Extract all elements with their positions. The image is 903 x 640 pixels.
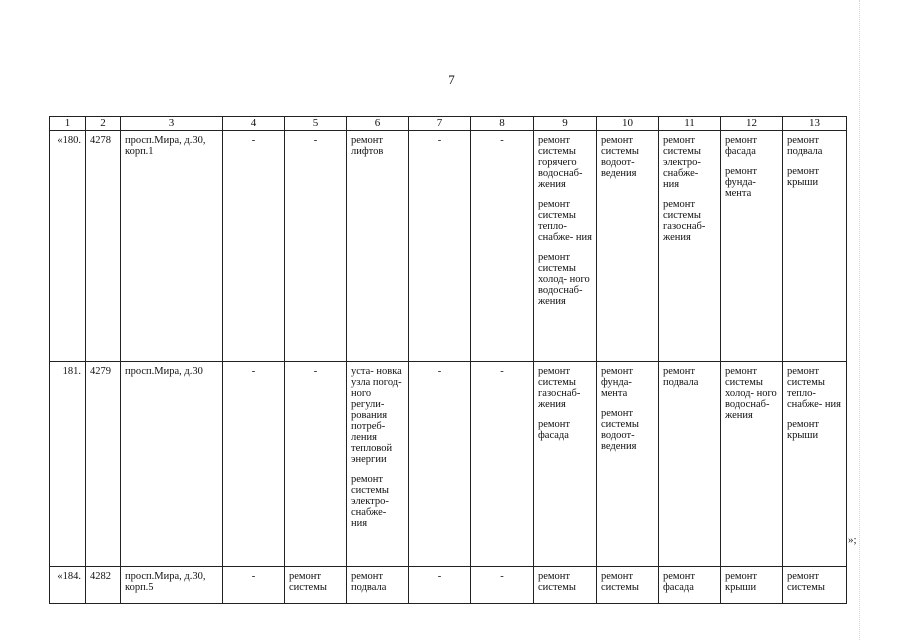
- work-item: ремонт системы водоот- ведения: [601, 408, 639, 452]
- row-number: «180.: [50, 131, 86, 362]
- work-item: ремонт системы водоот- ведения: [601, 135, 639, 179]
- work-item: ремонт системы электро- снабже- ния: [663, 135, 701, 190]
- work-cell: [659, 131, 721, 362]
- work-cell: [659, 567, 721, 604]
- header-row: [50, 117, 847, 131]
- row-number: 181.: [50, 362, 86, 567]
- work-cell: [534, 131, 597, 362]
- building-code: 4278: [86, 131, 121, 362]
- work-item: ремонт фасада: [725, 135, 758, 157]
- work-cell: [783, 362, 847, 567]
- column-header: 6: [347, 117, 409, 131]
- column-header: 13: [783, 117, 847, 131]
- column-header: 4: [223, 117, 285, 131]
- address: просп.Мира, д.30: [121, 362, 223, 567]
- work-item: ремонт крыши: [787, 166, 820, 188]
- work-item: ремонт фасада: [538, 419, 571, 441]
- column-header: 8: [471, 117, 534, 131]
- work-item: уста- новка узла погод- ного регули- рования потреб- ления тепловой энергии: [351, 366, 402, 465]
- empty-cell: -: [223, 362, 285, 567]
- empty-cell: -: [471, 131, 534, 362]
- column-header: 2: [86, 117, 121, 131]
- work-cell: [347, 131, 409, 362]
- work-item: ремонт системы тепло- снабже- ния: [787, 366, 841, 410]
- work-cell: [597, 131, 659, 362]
- work-item: ремонт системы газоснаб- жения: [538, 366, 581, 410]
- column-header: 11: [659, 117, 721, 131]
- work-item: ремонт подвала: [787, 135, 823, 157]
- empty-cell: -: [223, 131, 285, 362]
- address: просп.Мира, д.30, корп.5: [121, 567, 223, 604]
- empty-cell: -: [285, 362, 347, 567]
- empty-cell: -: [285, 131, 347, 362]
- work-item: ремонт лифтов: [351, 135, 384, 157]
- empty-cell: -: [409, 131, 471, 362]
- column-header: 9: [534, 117, 597, 131]
- work-cell: [347, 567, 409, 604]
- work-item: ремонт системы: [538, 571, 576, 593]
- work-item: ремонт крыши: [787, 419, 820, 441]
- work-cell: [783, 567, 847, 604]
- column-header: 12: [721, 117, 783, 131]
- table-row: [50, 362, 847, 567]
- work-cell: [721, 362, 783, 567]
- work-cell: [534, 567, 597, 604]
- empty-cell: -: [471, 362, 534, 567]
- work-item: ремонт фунда- мента: [725, 166, 758, 199]
- work-cell: [721, 567, 783, 604]
- work-item: ремонт системы холод- ного водоснаб- жения: [725, 366, 777, 421]
- building-code: 4279: [86, 362, 121, 567]
- work-cell: [597, 567, 659, 604]
- work-item: ремонт системы: [787, 571, 825, 593]
- scan-edge-mark: [859, 0, 861, 640]
- work-cell: [721, 131, 783, 362]
- work-cell: [597, 362, 659, 567]
- work-item: ремонт системы горячего водоснаб- жения: [538, 135, 583, 190]
- work-item: ремонт системы тепло- снабже- ния: [538, 199, 592, 243]
- building-code: 4282: [86, 567, 121, 604]
- address: просп.Мира, д.30, корп.1: [121, 131, 223, 362]
- work-item: ремонт системы: [601, 571, 639, 593]
- work-cell: [534, 362, 597, 567]
- work-item: ремонт системы электро- снабже- ния: [351, 474, 389, 529]
- work-cell: [783, 131, 847, 362]
- table-row: [50, 131, 847, 362]
- work-item: ремонт фунда- мента: [601, 366, 634, 399]
- empty-cell: -: [223, 567, 285, 604]
- repair-schedule-table: [49, 116, 847, 604]
- empty-cell: -: [409, 567, 471, 604]
- column-header: 3: [121, 117, 223, 131]
- row-number: «184.: [50, 567, 86, 604]
- column-header: 5: [285, 117, 347, 131]
- work-item: ремонт фасада: [663, 571, 696, 593]
- column-header: 10: [597, 117, 659, 131]
- table-row: [50, 567, 847, 604]
- empty-cell: -: [471, 567, 534, 604]
- page-number: 7: [448, 72, 455, 87]
- work-item: ремонт подвала: [351, 571, 387, 593]
- empty-cell: -: [409, 362, 471, 567]
- work-cell: [659, 362, 721, 567]
- closing-quote-mark: »;: [848, 534, 857, 546]
- work-cell: [285, 567, 347, 604]
- work-cell: [347, 362, 409, 567]
- work-item: ремонт системы газоснаб- жения: [663, 199, 706, 243]
- work-item: ремонт системы холод- ного водоснаб- жения: [538, 252, 590, 307]
- work-item: ремонт системы: [289, 571, 327, 593]
- column-header: 1: [50, 117, 86, 131]
- work-item: ремонт крыши: [725, 571, 758, 593]
- column-header: 7: [409, 117, 471, 131]
- work-item: ремонт подвала: [663, 366, 699, 388]
